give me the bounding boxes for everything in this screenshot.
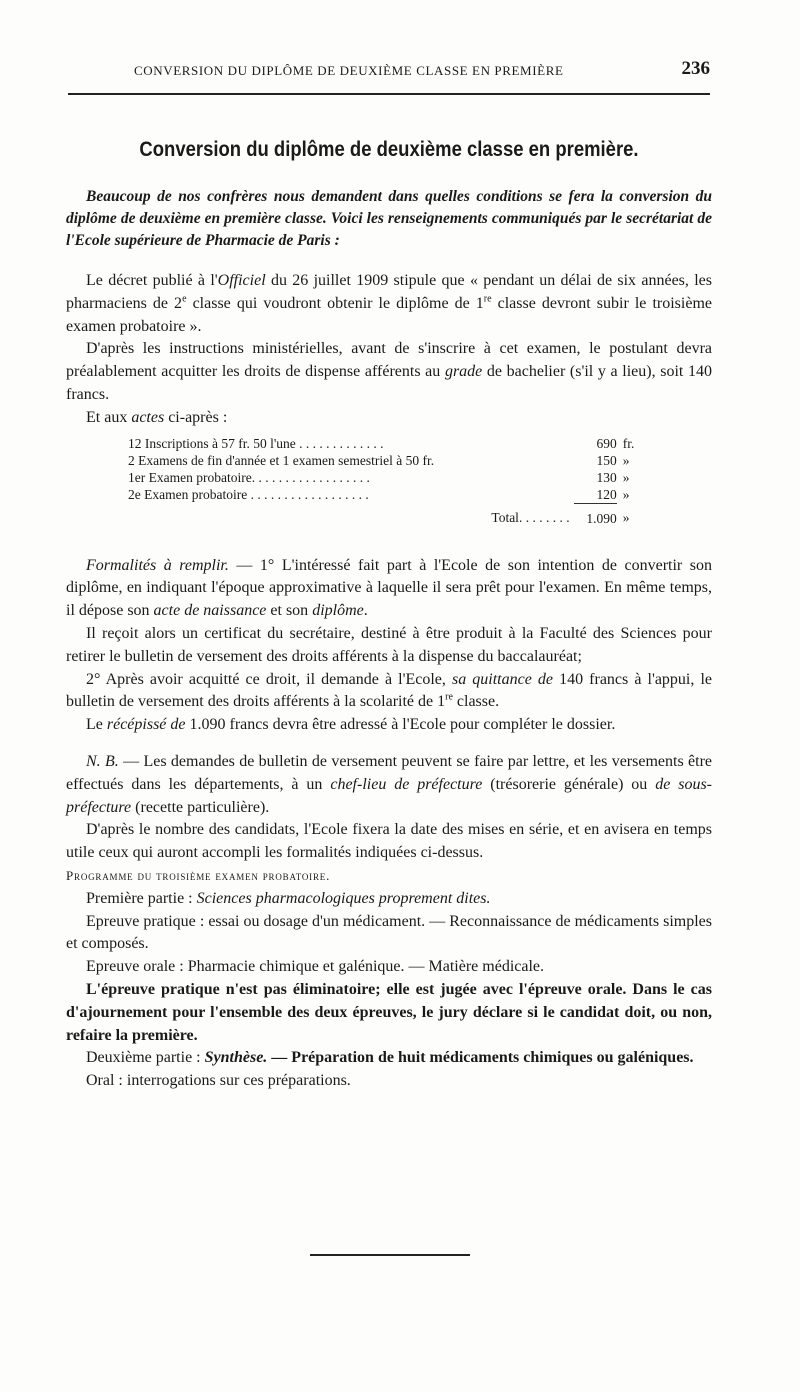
paragraph-quittance: 2° Après avoir acquitté ce droit, il demande à l'Ecole, sa quittance de 140 francs à l'appui, le bulletin de versement des droits afférents à la scolarité de 1re classe. (66, 670, 713, 711)
paragraph-oral: Oral : interrogations sur ces préparations. (86, 1072, 351, 1090)
page-number: 236 (681, 58, 710, 79)
paragraph-premiere-partie: Première partie : Sciences pharmacologiques proprement dites. (86, 889, 491, 907)
paragraph-deuxieme-partie: Deuxième partie : Synthèse. — Préparation de huit médicaments chimiques ou galéniques. (86, 1049, 694, 1067)
article-body (66, 186, 712, 1093)
programme-heading: Programme du troisième examen probatoire. (66, 867, 331, 883)
header-rule (68, 93, 710, 95)
fee-table (128, 435, 648, 527)
paragraph-instructions: D'après les instructions ministérielles, avant de s'inscrire à cet examen, le postulant devra préalablement acquitter les droits de dispense afférents au grade de bachelier (s'il y a lieu), soit 140 francs. (66, 340, 713, 403)
paragraph-epreuve-orale: Epreuve orale : Pharmacie chimique et galénique. — Matière médicale. (86, 958, 545, 976)
paragraph-certificat: Il reçoit alors un certificat du secrétaire, destiné à être produit à la Faculté des Sciences pour retirer le bulletin de versement des droits afférents à la dispense du baccalauréat; (66, 624, 712, 665)
paragraph-eliminatoire: L'épreuve pratique n'est pas éliminatoire; elle est jugée avec l'épreuve orale. Dans le cas d'ajournement pour l'ensemble des deux épreuves, le jury déclare si le candidat doit, ou non, refaire la première. (66, 980, 712, 1044)
paragraph-nb: N. B. — Les demandes de bulletin de versement peuvent se faire par lettre, et les versements être effectués dans les départements, à un chef-lieu de préfecture (trésorerie générale) ou de sous-préfecture (recette particulière). (66, 752, 713, 816)
paragraph-formalites: Formalités à remplir. — 1° L'intéressé fait part à l'Ecole de son intention de convertir son diplôme, en indiquant l'époque approximative à laquelle il sera prêt pour l'examen. En même temps, il dépose son acte de naissance et son diplôme. (66, 556, 712, 620)
paragraph-epreuve-pratique: Epreuve pratique : essai ou dosage d'un médicament. — Reconnaissance de médicaments simples et composés. (66, 912, 712, 953)
intro-paragraph: Beaucoup de nos confrères nous demandent dans quelles conditions se fera la conversion du diplôme de deuxième en première classe. Voici les renseignements communiqués par le secrétariat de l'Ecole supérieure de Pharmacie de Paris : (66, 188, 712, 249)
table-row: 1er Examen probatoire. . . . . . . . . . . . . . . . . . 130 » (128, 469, 630, 485)
table-row: 2e Examen probatoire . . . . . . . . . . . . . . . . . . 120 » (128, 486, 630, 502)
paragraph-actes: Et aux actes ci-après : (86, 408, 228, 426)
running-head-title: CONVERSION DU DIPLÔME DE DEUXIÈME CLASSE EN PREMIÈRE (134, 63, 564, 78)
running-head (68, 60, 710, 82)
table-row: 12 Inscriptions à 57 fr. 50 l'une . . . . . . . . . . . . . 690 fr. (128, 435, 635, 451)
table-row: 2 Examens de fin d'année et 1 examen semestriel à 50 fr. 150 » (128, 452, 630, 468)
paragraph-recepisse: Le récépissé de 1.090 francs devra être adressé à l'Ecole pour compléter le dossier. (86, 716, 616, 734)
table-total-row: Total. . . . . . . . 1.090 » (128, 503, 648, 527)
article-title: Conversion du diplôme de deuxième classe en première. (139, 138, 639, 161)
paragraph-candidats: D'après le nombre des candidats, l'Ecole fixera la date des mises en série, et en avisera en temps utile ceux qui auront accompli les formalités indiquées ci-dessus. (66, 821, 712, 862)
paragraph-decret: Le décret publié à l'Officiel du 26 juillet 1909 stipule que « pendant un délai de six années, les pharmaciens de 2e classe qui voudront obtenir le diplôme de 1re classe devront subir le troisième examen probatoire ». (66, 272, 713, 335)
end-rule (310, 1254, 470, 1256)
